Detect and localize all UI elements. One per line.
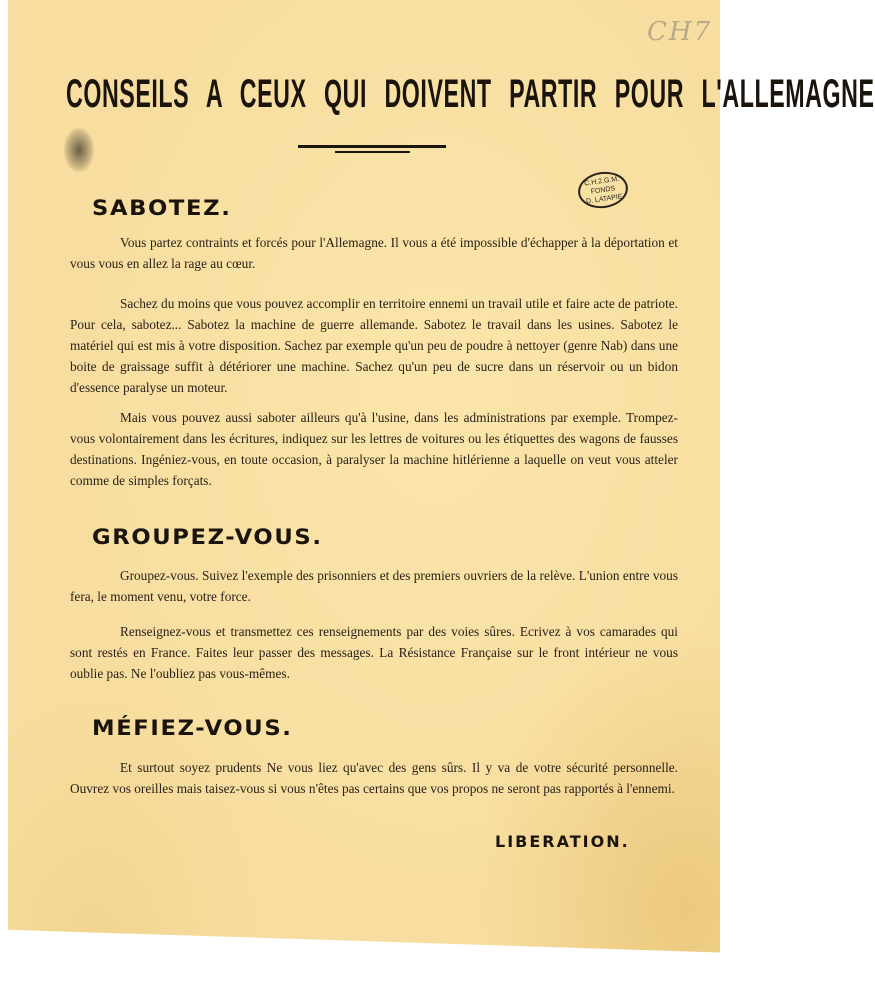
stamp-line-2: FONDS bbox=[590, 185, 616, 196]
section-heading-mefiez-vous: MÉFIEZ-VOUS. bbox=[92, 716, 293, 740]
stamp-line-3: D. LATAPIE bbox=[585, 193, 623, 206]
archive-annotation: CH7 bbox=[647, 17, 713, 47]
paragraph: Groupez-vous. Suivez l'exemple des prisonniers et des premiers ouvriers de la relève. L'union entre vous fera, le moment venu, votre force. bbox=[70, 568, 678, 605]
paragraph: Mais vous pouvez aussi saboter ailleurs qu'à l'usine, dans les administrations par exemple. Trompez-vous volontairement dans les écritures, indiquez sur les lettres de voitures ou les étiquettes des wagons de fausses destinations. Ingéniez-vous, en toute occasion, à paralyser la machine hitlérienne a laquelle on veut vous atteler comme de simples forçats. bbox=[70, 410, 678, 489]
ink-smudge bbox=[64, 128, 94, 172]
title-rule-lower bbox=[335, 151, 410, 153]
signature: LIBERATION. bbox=[495, 832, 630, 851]
title-rule-upper bbox=[298, 145, 446, 148]
paragraph: Vous partez contraints et forcés pour l'Allemagne. Il vous a été impossible d'échapper à la déportation et vous vous en allez la rage au cœur. bbox=[70, 235, 678, 272]
paragraph: Sachez du moins que vous pouvez accomplir en territoire ennemi un travail utile et faire acte de patriote. Pour cela, sabotez... Sabotez la machine de guerre allemande. Sabotez le travail dans les usines. Sabotez le matériel qui est mis à votre disposition. Sachez par exemple qu'un peu de poudre à nettoyer (genre Nab) dans une boite de graissage suffit à détériorer une machine. Sachez qu'un peu de sucre dans un réservoir ou un bidon d'essence paralyse un moteur. bbox=[70, 296, 678, 396]
paragraph: Renseignez-vous et transmettez ces renseignements par des voies sûres. Ecrivez à vos camarades qui sont restés en France. Faites leur passer des messages. La Résistance Française sur le front intérieur ne vous oublie pas. Ne l'oubliez pas vous-mêmes. bbox=[70, 624, 678, 682]
section-heading-sabotez: SABOTEZ. bbox=[92, 196, 232, 220]
document-title: CONSEILS A CEUX QUI DOIVENT PARTIR POUR L'ALLEMAGNE bbox=[66, 72, 875, 116]
stamp-line-1: C.H.2.G.M. bbox=[583, 175, 620, 188]
paragraph: Et surtout soyez prudents Ne vous liez qu'avec des gens sûrs. Il y va de votre sécurité personnelle. Ouvrez vos oreilles mais taisez-vous si vous n'êtes pas certains que vos propos ne seront pas rapportés à l'ennemi. bbox=[70, 760, 678, 797]
section-heading-groupez-vous: GROUPEZ-VOUS. bbox=[92, 525, 323, 549]
